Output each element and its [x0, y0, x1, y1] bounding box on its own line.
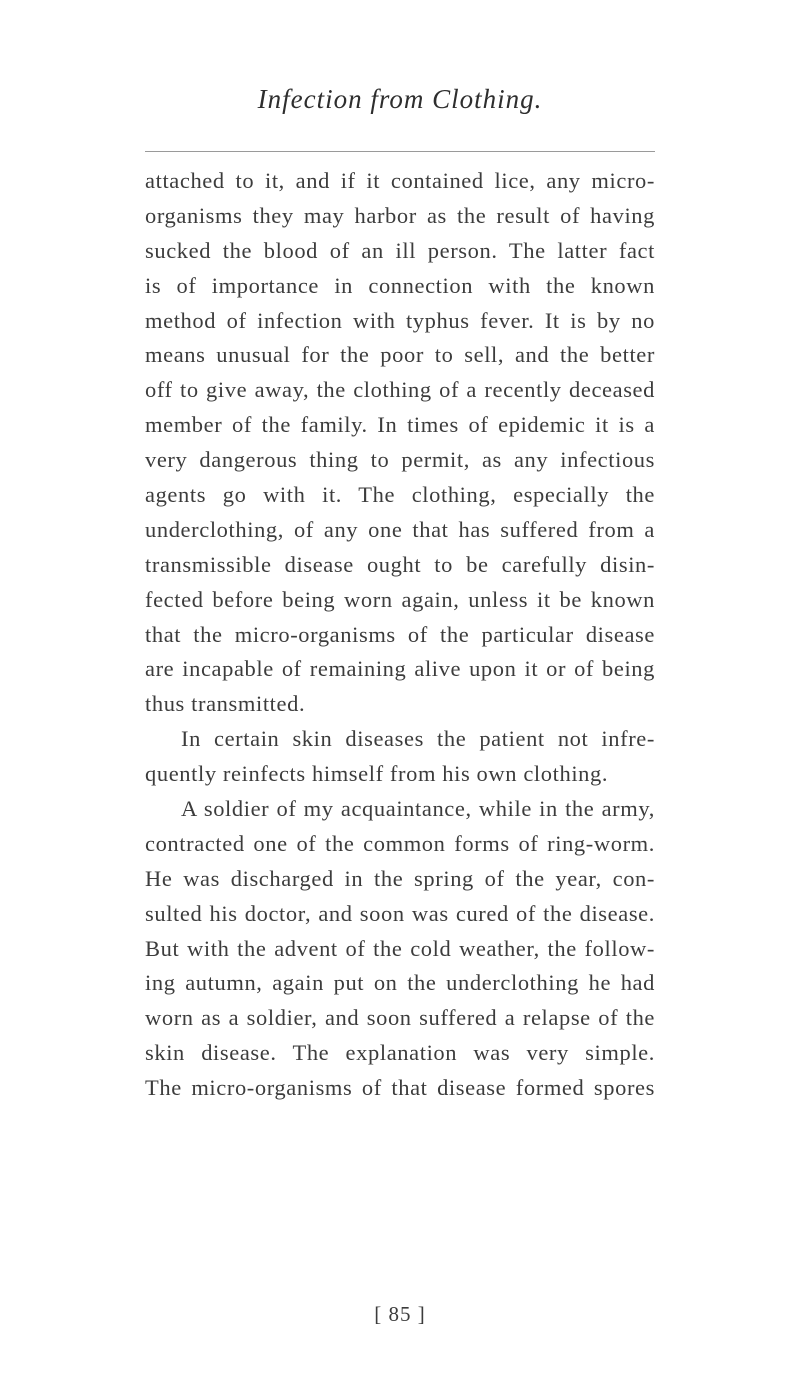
text-line: skin disease. The explanation was very simple.: [145, 1040, 655, 1066]
text-line: transmissible disease ought to be carefully disin-: [145, 551, 655, 577]
running-head: Infection from Clothing.: [257, 84, 543, 114]
text-line: very dangerous thing to permit, as any infectious: [145, 447, 655, 473]
text-line: sucked the blood of an ill person. The latter fact: [145, 237, 655, 263]
text-line: is of importance in connection with the known: [145, 272, 655, 298]
text-line: thus transmitted.: [145, 691, 306, 717]
text-line: quently reinfects himself from his own clothing.: [145, 761, 609, 787]
text-line: A soldier of my acquaintance, while in the army,: [181, 796, 655, 822]
text-line: The micro-organisms of that disease formed spores: [145, 1075, 655, 1101]
text-line: worn as a soldier, and soon suffered a relapse of the: [145, 1005, 655, 1031]
text-line: But with the advent of the cold weather, the follow-: [145, 935, 655, 961]
header-rule: [145, 151, 655, 152]
text-line: method of infection with typhus fever. It is by no: [145, 307, 655, 333]
page-number: [ 85 ]: [374, 1302, 426, 1326]
text-line: are incapable of remaining alive upon it or of being: [145, 656, 655, 682]
text-line: sulted his doctor, and soon was cured of the disease.: [145, 900, 655, 926]
text-line: off to give away, the clothing of a recently deceased: [145, 377, 655, 403]
text-line: contracted one of the common forms of ring-worm.: [145, 830, 655, 856]
text-line: agents go with it. The clothing, especially the: [145, 482, 655, 508]
text-line: In certain skin diseases the patient not infre-: [181, 726, 655, 752]
text-line: that the micro-organisms of the particular disease: [145, 621, 655, 647]
text-line: means unusual for the poor to sell, and the better: [145, 342, 655, 368]
text-line: He was discharged in the spring of the year, con-: [145, 865, 655, 891]
text-line: fected before being worn again, unless it be known: [145, 586, 655, 612]
text-line: member of the family. In times of epidemic it is a: [145, 412, 655, 438]
text-line: organisms they may harbor as the result of having: [145, 202, 655, 228]
text-line: attached to it, and if it contained lice, any micro-: [145, 168, 655, 193]
text-line: ing autumn, again put on the underclothing he had: [145, 970, 655, 996]
text-line: underclothing, of any one that has suffered from a: [145, 516, 655, 542]
body-text: [145, 164, 655, 1106]
